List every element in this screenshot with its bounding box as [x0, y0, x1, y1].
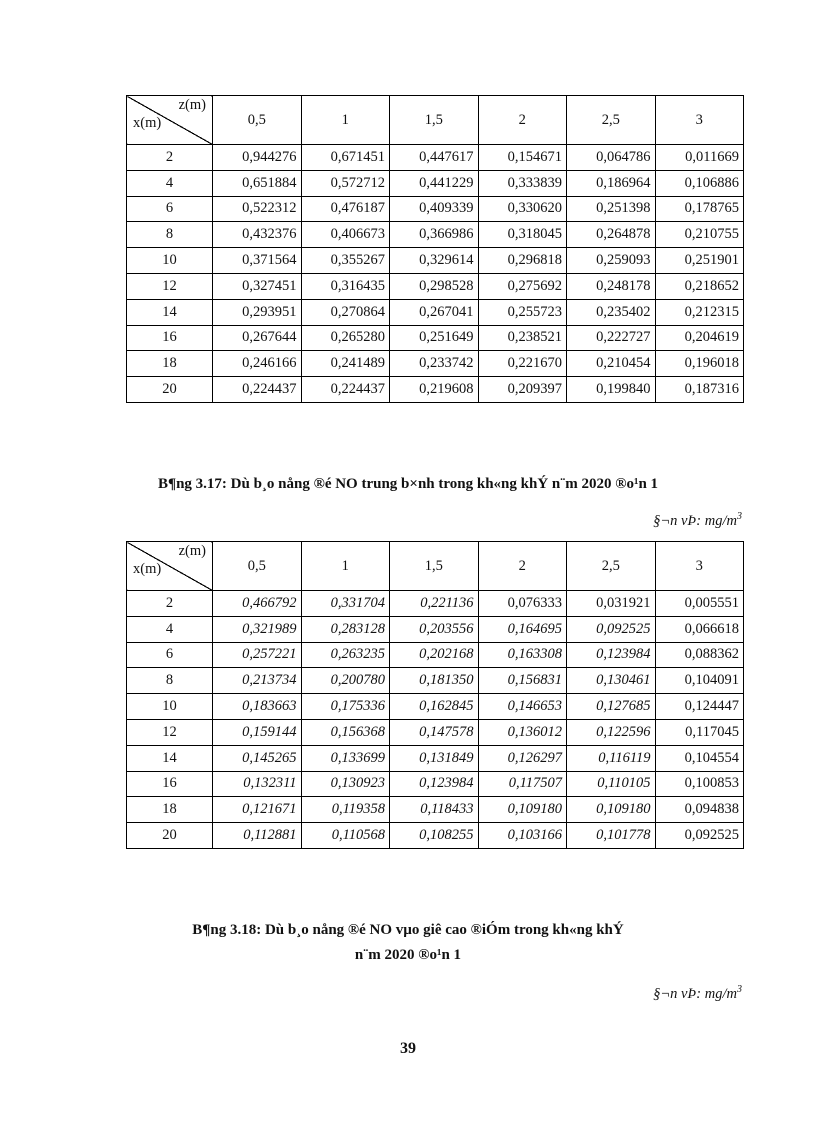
table-cell: 0,101778 [567, 823, 656, 849]
table-cell: 0,447617 [390, 145, 479, 171]
row-x-value: 12 [127, 273, 213, 299]
table-row [127, 668, 744, 694]
table-no-concentration-average [126, 95, 744, 403]
table-row [127, 694, 744, 720]
row-x-value: 16 [127, 325, 213, 351]
table-cell: 0,241489 [301, 351, 390, 377]
table-cell: 0,066618 [655, 616, 744, 642]
table-cell: 0,092525 [567, 616, 656, 642]
unit-superscript: 3 [737, 984, 742, 995]
table-cell: 0,466792 [213, 591, 302, 617]
table-cell: 0,327451 [213, 273, 302, 299]
table-header-row [127, 96, 744, 145]
table-cell: 0,104554 [655, 745, 744, 771]
table-cell: 0,210454 [567, 351, 656, 377]
table-cell: 0,117507 [478, 771, 567, 797]
table-row [127, 642, 744, 668]
table-row [127, 299, 744, 325]
table-row [127, 325, 744, 351]
table-cell: 0,130923 [301, 771, 390, 797]
table-cell: 0,432376 [213, 222, 302, 248]
x-axis-label: x(m) [133, 561, 162, 577]
table-cell: 0,267041 [390, 299, 479, 325]
row-x-value: 14 [127, 745, 213, 771]
table-cell: 0,175336 [301, 694, 390, 720]
row-x-value: 8 [127, 222, 213, 248]
table-cell: 0,181350 [390, 668, 479, 694]
table-cell: 0,119358 [301, 797, 390, 823]
table-header-row [127, 542, 744, 591]
table-cell: 0,162845 [390, 694, 479, 720]
table-cell: 0,238521 [478, 325, 567, 351]
row-x-value: 8 [127, 668, 213, 694]
table-cell: 0,572712 [301, 170, 390, 196]
table-cell: 0,219608 [390, 377, 479, 403]
table-cell: 0,187316 [655, 377, 744, 403]
row-x-value: 18 [127, 797, 213, 823]
table-cell: 0,130461 [567, 668, 656, 694]
table-row [127, 145, 744, 171]
table-cell: 0,944276 [213, 145, 302, 171]
table-row [127, 351, 744, 377]
table-cell: 0,267644 [213, 325, 302, 351]
table-cell: 0,196018 [655, 351, 744, 377]
table-cell: 0,209397 [478, 377, 567, 403]
table-cell: 0,163308 [478, 642, 567, 668]
table-row [127, 745, 744, 771]
table-cell: 0,092525 [655, 823, 744, 849]
table-no-concentration-peak [126, 541, 744, 849]
table-row [127, 823, 744, 849]
table-caption-3-18-line2: n¨m 2020 ®o¹n 1 [354, 947, 462, 963]
row-x-value: 16 [127, 771, 213, 797]
table-cell: 0,031921 [567, 591, 656, 617]
table-row [127, 591, 744, 617]
column-header: 1,5 [390, 542, 479, 591]
unit-text: §¬n vÞ: mg/m [653, 512, 737, 529]
table-cell: 0,123984 [567, 642, 656, 668]
table-cell: 0,263235 [301, 642, 390, 668]
column-header: 2,5 [567, 542, 656, 591]
z-axis-label: z(m) [178, 97, 206, 113]
column-header: 0,5 [213, 96, 302, 145]
table-cell: 0,441229 [390, 170, 479, 196]
table-caption-3-17: B¶ng 3.17: Dù b¸o nång ®é NO trung b×nh trong kh«ng khÝ n¨m 2020 ®o¹n 1 [157, 476, 659, 492]
table-cell: 0,156831 [478, 668, 567, 694]
table-cell: 0,202168 [390, 642, 479, 668]
row-x-value: 6 [127, 196, 213, 222]
row-x-value: 2 [127, 591, 213, 617]
row-x-value: 20 [127, 377, 213, 403]
table-caption-3-18-line1: B¶ng 3.18: Dù b¸o nång ®é NO vµo giê cao ®iÓm trong kh«ng khÝ [192, 922, 624, 938]
table-cell: 0,651884 [213, 170, 302, 196]
row-x-value: 14 [127, 299, 213, 325]
column-header: 1 [301, 96, 390, 145]
corner-header-cell [127, 96, 213, 145]
table-cell: 0,406673 [301, 222, 390, 248]
column-header: 2 [478, 96, 567, 145]
table-cell: 0,210755 [655, 222, 744, 248]
table-row [127, 377, 744, 403]
table-cell: 0,259093 [567, 248, 656, 274]
table-cell: 0,106886 [655, 170, 744, 196]
row-x-value: 4 [127, 616, 213, 642]
table-cell: 0,199840 [567, 377, 656, 403]
unit-label [653, 984, 742, 1003]
table-cell: 0,251398 [567, 196, 656, 222]
table-cell: 0,213734 [213, 668, 302, 694]
table-cell: 0,257221 [213, 642, 302, 668]
row-x-value: 4 [127, 170, 213, 196]
table-cell: 0,265280 [301, 325, 390, 351]
table-cell: 0,409339 [390, 196, 479, 222]
table-body [127, 591, 744, 849]
table-cell: 0,121671 [213, 797, 302, 823]
table-cell: 0,183663 [213, 694, 302, 720]
table-cell: 0,124447 [655, 694, 744, 720]
table-cell: 0,204619 [655, 325, 744, 351]
table-cell: 0,011669 [655, 145, 744, 171]
table-row [127, 222, 744, 248]
column-header: 0,5 [213, 542, 302, 591]
table-cell: 0,264878 [567, 222, 656, 248]
table-cell: 0,476187 [301, 196, 390, 222]
table-row [127, 273, 744, 299]
table-cell: 0,122596 [567, 719, 656, 745]
table-cell: 0,293951 [213, 299, 302, 325]
table-cell: 0,118433 [390, 797, 479, 823]
table-cell: 0,251649 [390, 325, 479, 351]
table-row [127, 719, 744, 745]
table-cell: 0,222727 [567, 325, 656, 351]
table-cell: 0,110105 [567, 771, 656, 797]
table-cell: 0,108255 [390, 823, 479, 849]
row-x-value: 20 [127, 823, 213, 849]
table-body [127, 145, 744, 403]
table-cell: 0,221136 [390, 591, 479, 617]
table-cell: 0,248178 [567, 273, 656, 299]
table-cell: 0,154671 [478, 145, 567, 171]
table-row [127, 771, 744, 797]
column-header: 3 [655, 542, 744, 591]
table-cell: 0,275692 [478, 273, 567, 299]
table-cell: 0,103166 [478, 823, 567, 849]
page-number: 39 [400, 1040, 416, 1057]
table-cell: 0,126297 [478, 745, 567, 771]
table-cell: 0,145265 [213, 745, 302, 771]
table-cell: 0,255723 [478, 299, 567, 325]
corner-header-cell [127, 542, 213, 591]
table-cell: 0,321989 [213, 616, 302, 642]
table-cell: 0,159144 [213, 719, 302, 745]
table-cell: 0,088362 [655, 642, 744, 668]
table-cell: 0,212315 [655, 299, 744, 325]
table-cell: 0,200780 [301, 668, 390, 694]
table-cell: 0,100853 [655, 771, 744, 797]
table-cell: 0,203556 [390, 616, 479, 642]
table-cell: 0,116119 [567, 745, 656, 771]
row-x-value: 10 [127, 248, 213, 274]
row-x-value: 12 [127, 719, 213, 745]
table-cell: 0,366986 [390, 222, 479, 248]
table-cell: 0,355267 [301, 248, 390, 274]
table-row [127, 797, 744, 823]
column-header: 1,5 [390, 96, 479, 145]
table-cell: 0,076333 [478, 591, 567, 617]
table-cell: 0,318045 [478, 222, 567, 248]
table-cell: 0,224437 [213, 377, 302, 403]
row-x-value: 6 [127, 642, 213, 668]
table-cell: 0,233742 [390, 351, 479, 377]
table-cell: 0,146653 [478, 694, 567, 720]
table-cell: 0,671451 [301, 145, 390, 171]
table-cell: 0,316435 [301, 273, 390, 299]
table-cell: 0,104091 [655, 668, 744, 694]
table-cell: 0,224437 [301, 377, 390, 403]
table-cell: 0,329614 [390, 248, 479, 274]
z-axis-label: z(m) [178, 543, 206, 559]
column-header: 3 [655, 96, 744, 145]
row-x-value: 10 [127, 694, 213, 720]
table-cell: 0,112881 [213, 823, 302, 849]
table-cell: 0,270864 [301, 299, 390, 325]
row-x-value: 18 [127, 351, 213, 377]
table-cell: 0,235402 [567, 299, 656, 325]
table-cell: 0,109180 [478, 797, 567, 823]
table-cell: 0,164695 [478, 616, 567, 642]
row-x-value: 2 [127, 145, 213, 171]
table-cell: 0,132311 [213, 771, 302, 797]
table-cell: 0,251901 [655, 248, 744, 274]
table-cell: 0,131849 [390, 745, 479, 771]
table-cell: 0,094838 [655, 797, 744, 823]
x-axis-label: x(m) [133, 115, 162, 131]
table-cell: 0,186964 [567, 170, 656, 196]
unit-text: §¬n vÞ: mg/m [653, 985, 737, 1002]
table-cell: 0,330620 [478, 196, 567, 222]
table-cell: 0,218652 [655, 273, 744, 299]
table-cell: 0,333839 [478, 170, 567, 196]
column-header: 2 [478, 542, 567, 591]
table-cell: 0,064786 [567, 145, 656, 171]
table-cell: 0,522312 [213, 196, 302, 222]
table-cell: 0,178765 [655, 196, 744, 222]
table-cell: 0,371564 [213, 248, 302, 274]
unit-superscript: 3 [737, 511, 742, 522]
table-cell: 0,109180 [567, 797, 656, 823]
table-cell: 0,298528 [390, 273, 479, 299]
table-cell: 0,331704 [301, 591, 390, 617]
table-cell: 0,296818 [478, 248, 567, 274]
table-row [127, 248, 744, 274]
table-row [127, 616, 744, 642]
table-cell: 0,147578 [390, 719, 479, 745]
table-cell: 0,136012 [478, 719, 567, 745]
table-cell: 0,246166 [213, 351, 302, 377]
unit-label [653, 511, 742, 530]
column-header: 2,5 [567, 96, 656, 145]
column-header: 1 [301, 542, 390, 591]
table-cell: 0,156368 [301, 719, 390, 745]
table-cell: 0,005551 [655, 591, 744, 617]
table-cell: 0,110568 [301, 823, 390, 849]
table-row [127, 170, 744, 196]
table-cell: 0,221670 [478, 351, 567, 377]
table-cell: 0,133699 [301, 745, 390, 771]
table-cell: 0,117045 [655, 719, 744, 745]
table-cell: 0,123984 [390, 771, 479, 797]
table-cell: 0,127685 [567, 694, 656, 720]
table-cell: 0,283128 [301, 616, 390, 642]
table-row [127, 196, 744, 222]
